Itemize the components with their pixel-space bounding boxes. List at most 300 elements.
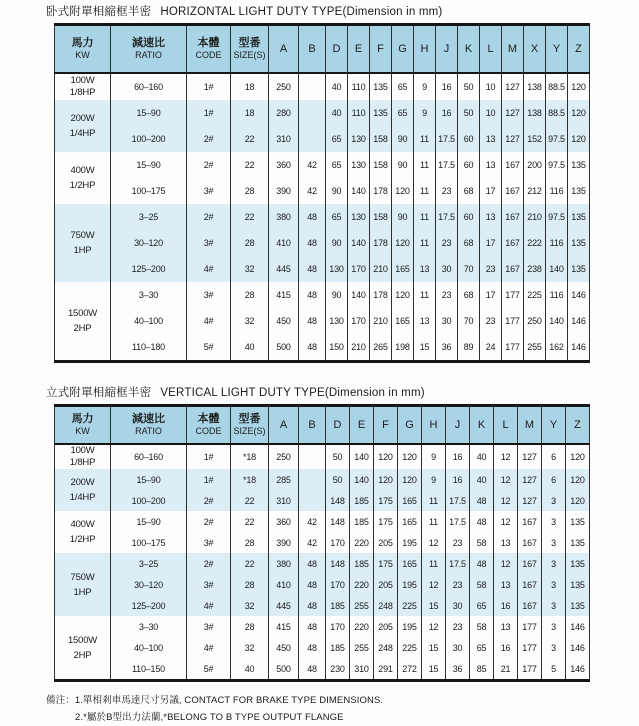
- table-row: [55, 282, 590, 308]
- size-cell: 32: [231, 308, 269, 334]
- dimension-cell: 3: [542, 637, 566, 658]
- dimension-column-header: D: [326, 406, 350, 445]
- dimension-cell: 500: [269, 334, 299, 362]
- dimension-cell: 127: [502, 73, 524, 100]
- dimension-cell: 12: [494, 490, 518, 511]
- dimension-cell: 90: [326, 282, 348, 308]
- dimension-cell: 120: [568, 126, 590, 152]
- vertical-dimensions-table: [54, 404, 590, 682]
- power-cell: [55, 616, 111, 681]
- code-cell: 2#: [187, 152, 231, 178]
- dimension-cell: 185: [350, 511, 374, 532]
- dimension-cell: 70: [458, 256, 480, 282]
- dimension-cell: 17.5: [436, 152, 458, 178]
- dimension-cell: 146: [566, 658, 590, 681]
- dimension-cell: 3: [542, 553, 566, 574]
- dimension-cell: 167: [518, 574, 542, 595]
- size-cell: 28: [231, 230, 269, 256]
- dimension-cell: 127: [502, 100, 524, 126]
- dimension-cell: 177: [518, 658, 542, 681]
- dimension-cell: 120: [568, 100, 590, 126]
- dimension-cell: 195: [398, 574, 422, 595]
- dimension-cell: 3: [542, 595, 566, 616]
- dimension-cell: 415: [269, 616, 299, 637]
- dimension-cell: 11: [422, 490, 446, 511]
- dimension-cell: 48: [299, 595, 326, 616]
- dimension-cell: 285: [269, 469, 299, 490]
- dimension-cell: 310: [269, 126, 299, 152]
- dimension-cell: 3: [542, 574, 566, 595]
- horizontal-table-section: [46, 3, 639, 363]
- dimension-cell: 135: [566, 511, 590, 532]
- dimension-cell: 177: [502, 334, 524, 362]
- dimension-cell: 23: [436, 282, 458, 308]
- dimension-column-header: D: [326, 25, 348, 74]
- dimension-cell: 445: [269, 256, 299, 282]
- dimension-cell: 212: [524, 178, 546, 204]
- dimension-cell: 210: [370, 308, 392, 334]
- power-cell: [55, 553, 111, 616]
- dimension-cell: 146: [568, 282, 590, 308]
- dimension-cell: 90: [326, 230, 348, 256]
- dimension-cell: 167: [518, 532, 542, 553]
- dimension-cell: 120: [392, 178, 414, 204]
- size-cell: 28: [231, 282, 269, 308]
- power-watts: 100W: [70, 445, 95, 456]
- column-header-zh: 本體: [197, 37, 220, 49]
- column-header: [111, 406, 187, 445]
- dimension-cell: 40: [470, 469, 494, 490]
- dimension-cell: 17.5: [436, 204, 458, 230]
- dimension-cell: 158: [370, 152, 392, 178]
- dimension-cell: 11: [414, 126, 436, 152]
- ratio-cell: 15–90: [111, 511, 187, 532]
- dimension-cell: 13: [480, 204, 502, 230]
- dimension-cell: 13: [494, 616, 518, 637]
- code-cell: 4#: [187, 308, 231, 334]
- column-header: [187, 25, 231, 74]
- dimension-cell: 23: [446, 574, 470, 595]
- dimension-cell: 48: [470, 511, 494, 532]
- dimension-cell: 146: [568, 308, 590, 334]
- dimension-cell: 5: [542, 658, 566, 681]
- dimension-cell: 48: [299, 334, 326, 362]
- dimension-cell: 6: [542, 469, 566, 490]
- power-watts: 400W: [70, 165, 95, 176]
- dimension-cell: 178: [370, 178, 392, 204]
- dimension-cell: 10: [480, 73, 502, 100]
- dimension-cell: 11: [414, 204, 436, 230]
- power-hp: 1/2HP: [69, 534, 96, 545]
- dimension-cell: 140: [546, 256, 568, 282]
- dimension-cell: 167: [502, 178, 524, 204]
- ratio-cell: 110–180: [111, 334, 187, 362]
- dimension-cell: 500: [269, 658, 299, 681]
- dimension-cell: 127: [518, 490, 542, 511]
- dimension-cell: 3: [542, 511, 566, 532]
- dimension-cell: 11: [414, 178, 436, 204]
- dimension-cell: 97.5: [546, 152, 568, 178]
- dimension-cell: 148: [326, 490, 350, 511]
- horizontal-title-zh: 卧式附單相縮框半密: [46, 6, 152, 18]
- dimension-cell: 9: [422, 469, 446, 490]
- power-hp: 1/4HP: [69, 492, 96, 503]
- dimension-cell: 205: [374, 616, 398, 637]
- dimension-cell: 310: [269, 490, 299, 511]
- power-hp: 1/2HP: [69, 180, 96, 191]
- dimension-cell: 450: [269, 637, 299, 658]
- dimension-column-header: Y: [542, 406, 566, 445]
- dimension-cell: 65: [470, 595, 494, 616]
- code-cell: 1#: [187, 100, 231, 126]
- dimension-cell: 16: [494, 595, 518, 616]
- dimension-cell: 410: [269, 574, 299, 595]
- dimension-cell: 23: [436, 178, 458, 204]
- dimension-cell: 170: [326, 616, 350, 637]
- column-header: [55, 406, 111, 445]
- code-cell: 3#: [187, 532, 231, 553]
- dimension-cell: 58: [470, 574, 494, 595]
- dimension-cell: 185: [350, 490, 374, 511]
- size-cell: 28: [231, 616, 269, 637]
- dimension-cell: 110: [348, 73, 370, 100]
- dimension-cell: 255: [350, 637, 374, 658]
- ratio-cell: 3–30: [111, 616, 187, 637]
- dimension-cell: 15: [422, 595, 446, 616]
- power-hp: 2HP: [73, 649, 92, 661]
- ratio-cell: 100–200: [111, 126, 187, 152]
- dimension-cell: 135: [568, 178, 590, 204]
- dimension-column-header: B: [299, 406, 326, 445]
- dimension-cell: 135: [568, 204, 590, 230]
- code-cell: 1#: [187, 444, 231, 469]
- dimension-column-header: F: [370, 25, 392, 74]
- dimension-cell: 65: [326, 152, 348, 178]
- power-watts: 200W: [70, 477, 95, 488]
- dimension-cell: 24: [480, 334, 502, 362]
- dimension-cell: [299, 469, 326, 490]
- dimension-cell: 310: [350, 658, 374, 681]
- dimension-cell: 23: [446, 532, 470, 553]
- column-header-en: SIZE(S): [233, 426, 266, 436]
- dimension-cell: 415: [269, 282, 299, 308]
- dimension-cell: 11: [422, 511, 446, 532]
- dimension-cell: 222: [524, 230, 546, 256]
- power-hp: 1HP: [73, 586, 92, 598]
- dimension-column-header: A: [269, 406, 299, 445]
- power-cell: [55, 73, 111, 100]
- dimension-column-header: M: [502, 25, 524, 74]
- dimension-cell: 146: [566, 616, 590, 637]
- dimension-cell: 50: [326, 469, 350, 490]
- table-row: [55, 595, 590, 616]
- size-cell: 40: [231, 334, 269, 362]
- dimension-cell: 120: [566, 469, 590, 490]
- dimension-cell: 50: [326, 444, 350, 469]
- ratio-cell: 30–120: [111, 230, 187, 256]
- dimension-cell: 6: [542, 444, 566, 469]
- dimension-cell: 13: [414, 256, 436, 282]
- dimension-cell: 238: [524, 256, 546, 282]
- dimension-cell: 280: [269, 100, 299, 126]
- dimension-cell: 65: [392, 73, 414, 100]
- dimension-cell: 175: [374, 490, 398, 511]
- dimension-cell: 16: [446, 444, 470, 469]
- dimension-cell: 90: [326, 178, 348, 204]
- dimension-cell: 135: [568, 230, 590, 256]
- dimension-cell: 13: [494, 532, 518, 553]
- power-cell: [55, 469, 111, 511]
- dimension-column-header: M: [518, 406, 542, 445]
- dimension-cell: 12: [494, 511, 518, 532]
- column-header: [111, 25, 187, 74]
- dimension-cell: 205: [374, 574, 398, 595]
- code-cell: 2#: [187, 553, 231, 574]
- table-row: [55, 637, 590, 658]
- dimension-cell: 120: [392, 230, 414, 256]
- dimension-cell: 170: [348, 308, 370, 334]
- column-header: [187, 406, 231, 445]
- dimension-cell: 170: [348, 256, 370, 282]
- size-cell: *18: [231, 469, 269, 490]
- dimension-cell: 58: [470, 616, 494, 637]
- dimension-column-header: L: [480, 25, 502, 74]
- dimension-cell: 13: [480, 152, 502, 178]
- dimension-cell: 21: [494, 658, 518, 681]
- code-cell: 1#: [187, 73, 231, 100]
- dimension-cell: 17: [480, 178, 502, 204]
- column-header: [55, 25, 111, 74]
- dimension-cell: 130: [326, 256, 348, 282]
- ratio-cell: 60–160: [111, 73, 187, 100]
- column-header: [231, 406, 269, 445]
- dimension-cell: 60: [458, 126, 480, 152]
- code-cell: 1#: [187, 469, 231, 490]
- dimension-cell: 15: [414, 334, 436, 362]
- dimension-cell: 255: [350, 595, 374, 616]
- power-cell: [55, 444, 111, 469]
- ratio-cell: 40–100: [111, 637, 187, 658]
- ratio-cell: 60–160: [111, 444, 187, 469]
- dimension-column-header: Y: [546, 25, 568, 74]
- code-cell: 2#: [187, 126, 231, 152]
- dimension-cell: 170: [326, 574, 350, 595]
- dimension-cell: 13: [480, 126, 502, 152]
- dimension-cell: 90: [392, 204, 414, 230]
- size-cell: 22: [231, 490, 269, 511]
- column-header-zh: 減速比: [132, 413, 165, 425]
- dimension-cell: 30: [446, 637, 470, 658]
- power-watts: 750W: [70, 230, 95, 241]
- dimension-cell: 175: [374, 553, 398, 574]
- dimension-cell: 68: [458, 230, 480, 256]
- size-cell: 32: [231, 256, 269, 282]
- ratio-cell: 15–90: [111, 469, 187, 490]
- dimension-cell: 185: [350, 553, 374, 574]
- size-cell: 40: [231, 658, 269, 681]
- dimension-cell: 68: [458, 282, 480, 308]
- dimension-cell: 13: [494, 574, 518, 595]
- power-cell: [55, 152, 111, 204]
- dimension-cell: 120: [566, 444, 590, 469]
- ratio-cell: 110–150: [111, 658, 187, 681]
- dimension-cell: 165: [392, 308, 414, 334]
- ratio-cell: 30–120: [111, 574, 187, 595]
- dimension-cell: 138: [524, 73, 546, 100]
- footnote-line-1: [46, 693, 639, 710]
- power-watts: 750W: [70, 571, 95, 583]
- code-cell: 3#: [187, 282, 231, 308]
- table-row: [55, 616, 590, 637]
- power-watts: 100W: [70, 75, 95, 86]
- size-cell: 32: [231, 595, 269, 616]
- dimension-cell: 148: [326, 553, 350, 574]
- size-cell: 32: [231, 637, 269, 658]
- dimension-cell: 11: [414, 282, 436, 308]
- dimension-cell: 116: [546, 282, 568, 308]
- power-hp: 1HP: [73, 245, 92, 256]
- dimension-cell: 177: [502, 282, 524, 308]
- size-cell: 28: [231, 532, 269, 553]
- dimension-cell: 12: [422, 616, 446, 637]
- dimension-cell: 140: [546, 308, 568, 334]
- dimension-cell: 272: [398, 658, 422, 681]
- dimension-cell: 90: [392, 152, 414, 178]
- column-header-en: KW: [75, 426, 90, 436]
- dimension-cell: 127: [502, 126, 524, 152]
- ratio-cell: 3–25: [111, 553, 187, 574]
- dimension-cell: 17.5: [446, 553, 470, 574]
- dimension-column-header: G: [392, 25, 414, 74]
- code-cell: 3#: [187, 178, 231, 204]
- dimension-cell: 138: [524, 100, 546, 126]
- power-watts: 200W: [70, 113, 95, 124]
- dimension-cell: 42: [299, 532, 326, 553]
- footnotes: [46, 693, 639, 726]
- size-cell: 22: [231, 204, 269, 230]
- dimension-cell: 135: [566, 553, 590, 574]
- table-row: [55, 334, 590, 362]
- column-header-en: SIZE(S): [233, 50, 266, 60]
- dimension-cell: 135: [370, 100, 392, 126]
- dimension-cell: 17.5: [446, 490, 470, 511]
- dimension-cell: 42: [299, 511, 326, 532]
- dimension-cell: 68: [458, 178, 480, 204]
- power-cell: [55, 204, 111, 282]
- code-cell: 2#: [187, 490, 231, 511]
- dimension-cell: 120: [398, 469, 422, 490]
- table-row: [55, 152, 590, 178]
- dimension-cell: [299, 444, 326, 469]
- dimension-cell: 178: [370, 282, 392, 308]
- dimension-cell: 380: [269, 204, 299, 230]
- vertical-title-zh: 立式附單相縮框半密: [46, 387, 152, 399]
- dimension-cell: 140: [350, 444, 374, 469]
- dimension-cell: 165: [398, 511, 422, 532]
- table-row: [55, 511, 590, 532]
- dimension-cell: 17: [480, 230, 502, 256]
- dimension-cell: [299, 126, 326, 152]
- dimension-cell: 390: [269, 178, 299, 204]
- ratio-cell: 15–90: [111, 100, 187, 126]
- vertical-title-en: VERTICAL LIGHT DUTY TYPE(Dimension in mm): [160, 387, 425, 399]
- dimension-cell: 48: [299, 637, 326, 658]
- table-row: [55, 553, 590, 574]
- ratio-cell: 125–200: [111, 595, 187, 616]
- dimension-cell: 65: [470, 637, 494, 658]
- dimension-cell: 23: [480, 308, 502, 334]
- dimension-cell: 89: [458, 334, 480, 362]
- dimension-cell: 48: [299, 574, 326, 595]
- dimension-column-header: G: [398, 406, 422, 445]
- footnote-line-2: [75, 710, 639, 726]
- dimension-cell: 167: [502, 230, 524, 256]
- dimension-cell: 170: [326, 532, 350, 553]
- size-cell: 18: [231, 73, 269, 100]
- dimension-cell: 11: [422, 553, 446, 574]
- dimension-column-header: E: [348, 25, 370, 74]
- dimension-cell: 120: [398, 444, 422, 469]
- dimension-cell: 17.5: [446, 511, 470, 532]
- header-row: [55, 25, 590, 74]
- ratio-cell: 125–200: [111, 256, 187, 282]
- section-gap: [46, 363, 639, 384]
- size-cell: *18: [231, 444, 269, 469]
- dimension-cell: 220: [350, 532, 374, 553]
- table-row: [55, 126, 590, 152]
- dimension-cell: 165: [398, 490, 422, 511]
- dimension-cell: 60: [458, 152, 480, 178]
- dimension-cell: 195: [398, 532, 422, 553]
- dimension-cell: 50: [458, 100, 480, 126]
- dimension-cell: 16: [436, 73, 458, 100]
- power-hp: 1/8HP: [69, 457, 96, 468]
- dimension-cell: 88.5: [546, 100, 568, 126]
- size-cell: 28: [231, 574, 269, 595]
- dimension-cell: 30: [436, 256, 458, 282]
- dimension-cell: 135: [568, 152, 590, 178]
- dimension-column-header: E: [350, 406, 374, 445]
- footnote-label: 備注：: [46, 695, 75, 706]
- dimension-cell: 13: [414, 308, 436, 334]
- dimension-cell: 152: [524, 126, 546, 152]
- dimension-cell: 90: [392, 126, 414, 152]
- column-header-zh: 型番: [238, 37, 261, 49]
- dimension-cell: 140: [348, 282, 370, 308]
- dimension-column-header: A: [269, 25, 299, 74]
- dimension-column-header: K: [470, 406, 494, 445]
- size-cell: 22: [231, 152, 269, 178]
- dimension-cell: 140: [350, 469, 374, 490]
- horizontal-table-title: [46, 3, 639, 19]
- dimension-column-header: Z: [566, 406, 590, 445]
- code-cell: 3#: [187, 616, 231, 637]
- dimension-cell: 220: [350, 616, 374, 637]
- dimension-cell: 48: [299, 658, 326, 681]
- dimension-cell: 360: [269, 152, 299, 178]
- dimension-cell: 167: [502, 256, 524, 282]
- dimension-column-header: J: [446, 406, 470, 445]
- code-cell: 2#: [187, 204, 231, 230]
- dimension-cell: 42: [299, 152, 326, 178]
- table-row: [55, 178, 590, 204]
- dimension-cell: 3: [542, 616, 566, 637]
- dimension-cell: 11: [414, 230, 436, 256]
- dimension-cell: 40: [470, 444, 494, 469]
- dimension-cell: 255: [524, 334, 546, 362]
- size-cell: 22: [231, 511, 269, 532]
- dimension-cell: 12: [494, 469, 518, 490]
